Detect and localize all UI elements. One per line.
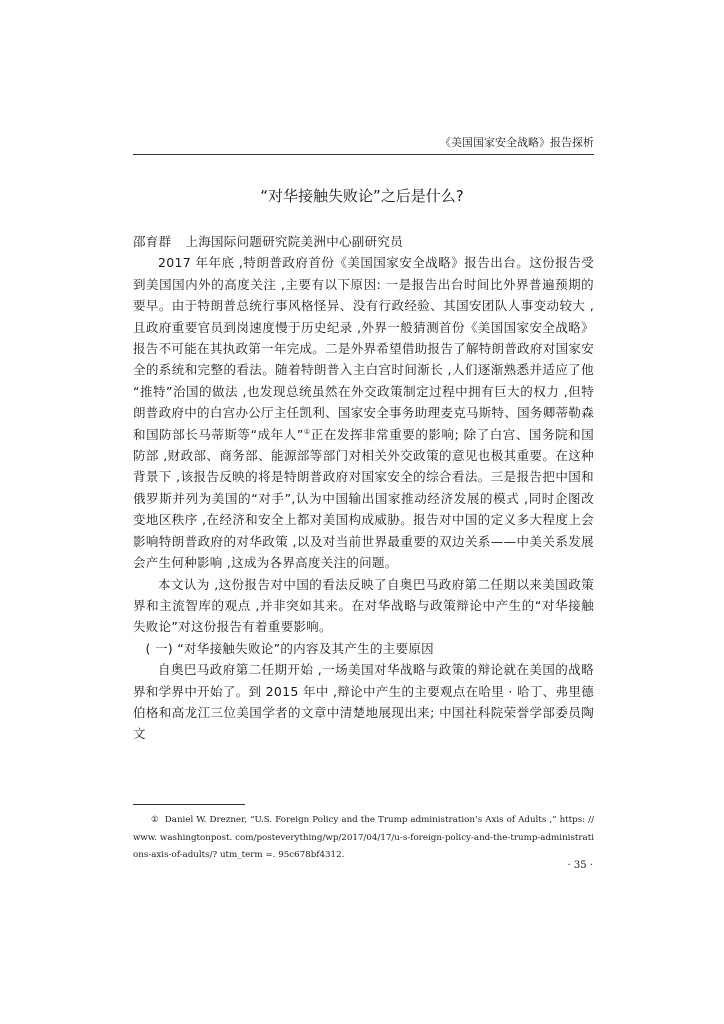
page-number: · 35 · [567,860,593,871]
footnote-rule [133,804,245,805]
paragraph-1-text-a: 2017 年年底 ,特朗普政府首份《美国国家安全战略》报告出台。这份报告受到美国国内外的高度关注 ,主要有以下原因: 一是报告出台时间比外界普遍预期的要早。由于特朗普总统行事风格怪异、没有行政经验、其国安团队人事变动较大 ,且政府重要官员到岗速度慢于历史纪录 ,外界一般猜测首份《美国国家安全战略》报告不可能在其执政第一年完成。二是外界希望借助报告了解特朗普政府对国家安全的系统和完整的看法。随着特朗普入主白宫时间渐长 ,人们逐渐熟悉并适应了他 “推特”治国的做法 ,也发现总统虽然在外交政策制定过程中拥有巨大的权力 ,但特朗普政府中的白宫办公厅主任凯利、国家安全事务助理麦克马斯特、国务卿蒂勒森和国防部长马蒂斯等“成年人” [133,255,594,442]
footnote [133,812,594,865]
running-header-block [133,136,594,155]
article-body [133,231,594,745]
paragraph-1-text-b: 正在发挥非常重要的影响; 除了白宫、国务院和国防部 ,财政部、商务部、能源部等部门对相关外交政策的意见也极其重要。在这种背景下 ,该报告反映的将是特朗普政府对国家安全的综合看法。三是报告把中国和俄罗斯并列为美国的“对手”,认为中国输出国家推动经济发展的模式 ,同时企图改变地区秩序 ,在经济和安全上都对美国构成威胁。报告对中国的定义多大程度上会影响特朗普政府的对华政策 ,以及对当前世界最重要的双边关系——中美关系发展会产生何种影响 ,这成为各界高度关注的问题。 [133,426,595,571]
paragraph-1 [133,252,594,573]
footnote-text: Daniel W. Drezner, “U.S. Foreign Policy and the Trump administration’s Axis of Adults ,” https: //www. washingtonpost. com/posteverything/wp/2017/04/17/u-s-foreign-policy-and-the-trump-administrations-axis-of-adults/? utm_term =. 95c678bf4312. [133,815,594,860]
footnote-marker: ① [151,815,159,825]
author-affiliation: 上海国际问题研究院美洲中心副研究员 [185,234,404,249]
article-title: “对华接触失败论”之后是什么? [260,187,464,205]
running-header: 《美国国家安全战略》报告探析 [440,136,594,149]
header-rule [133,154,594,155]
footnote-ref[interactable]: ① [303,427,311,436]
paragraph-3: 自奥巴马政府第二任期开始 ,一场美国对华战略与政策的辩论就在美国的战略界和学界中开始了。到 2015 年中 ,辩论中产生的主要观点在哈里 · 哈丁、弗里德伯格和高龙江三位美国学者的文章中清楚地展现出来; 中国社科院荣誉学部委员陶文 [133,662,594,742]
author-name: 邵育群 [133,234,172,249]
section-subheading: ( 一) “对华接触失败论”的内容及其产生的主要原因 [145,640,434,656]
author-line [133,231,594,252]
paragraph-2: 本文认为 ,这份报告对中国的看法反映了自奥巴马政府第二任期以来美国政策界和主流智库的观点 ,并非突如其来。在对华战略与政策辩论中产生的“对华接触失败论”对这份报告有着重要影响。 [133,576,594,635]
